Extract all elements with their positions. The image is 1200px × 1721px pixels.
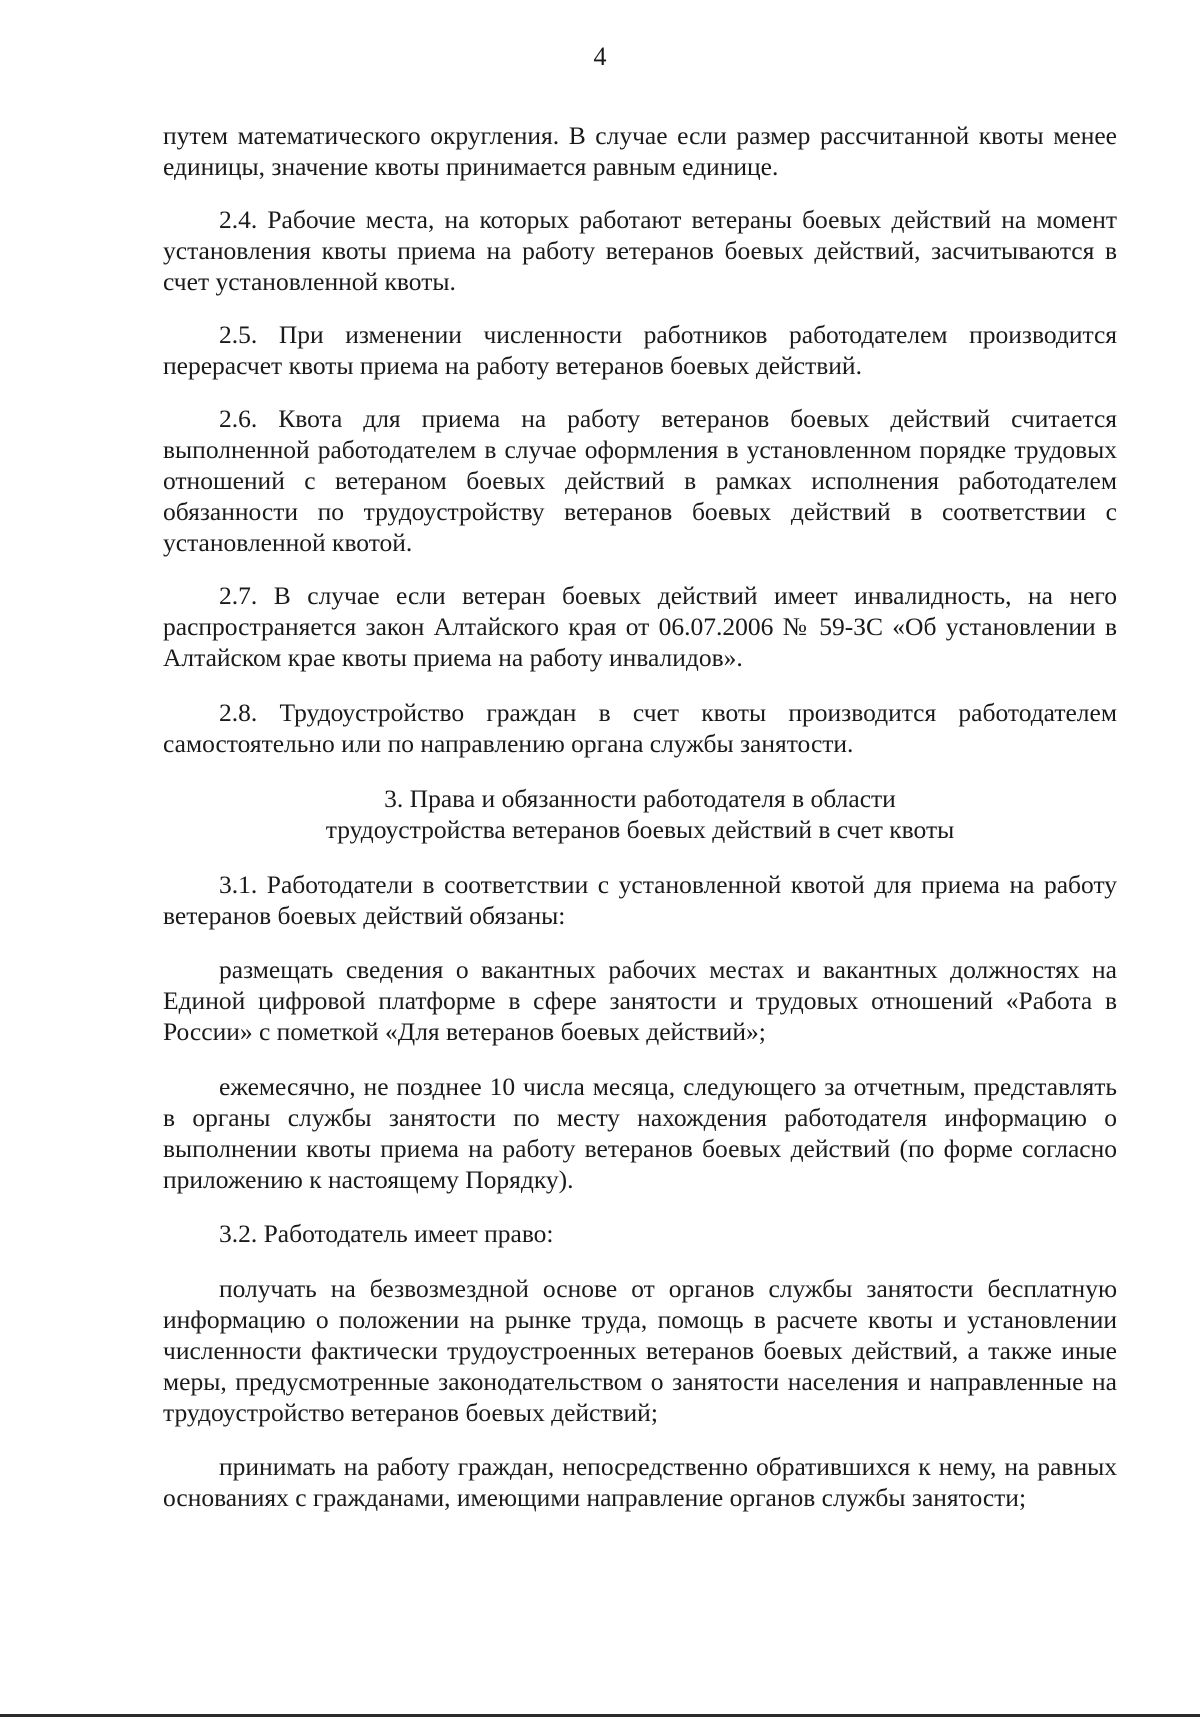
section-3-heading	[163, 783, 1117, 845]
paragraph-3-2: 3.2. Работодатель имеет право:	[219, 1219, 554, 1248]
body-text	[163, 319, 1117, 381]
body-text	[163, 697, 1117, 759]
body-text	[163, 869, 1117, 931]
paragraph-2-6: 2.6. Квота для приема на работу ветеранов боевых действий считается выполненной работодателем в случае оформления в установленном порядке трудовых отношений с ветераном боевых действий в рамках исполнения работодателем обязанности по трудоустройству ветеранов боевых действий в соответствии с установленной квотой.	[163, 404, 1117, 557]
paragraph-continuation: путем математического округления. В случае если размер рассчитанной квоты менее единицы, значение квоты принимается равным единице.	[163, 121, 1117, 181]
paragraph-3-1-a: размещать сведения о вакантных рабочих местах и вакантных должностях на Единой цифровой платформе в сфере занятости и трудовых отношений «Работа в России» с пометкой «Для ветеранов боевых действий»;	[163, 955, 1117, 1046]
body-text	[163, 1071, 1117, 1195]
paragraph-2-5: 2.5. При изменении численности работников работодателем производится перерасчет квоты приема на работу ветеранов боевых действий.	[163, 320, 1117, 380]
body-text	[163, 1273, 1117, 1428]
body-text	[163, 580, 1117, 673]
body-text	[163, 120, 1117, 182]
page-number: 4	[593, 42, 607, 71]
paragraph-3-2-b: принимать на работу граждан, непосредственно обратившихся к нему, на равных основаниях с гражданами, имеющими направление органов службы занятости;	[163, 1452, 1117, 1512]
body-text	[163, 204, 1117, 297]
paragraph-3-1-b: ежемесячно, не позднее 10 числа месяца, следующего за отчетным, представлять в органы службы занятости по месту нахождения работодателя информацию о выполнении квоты приема на работу ветеранов боевых действий (по форме согласно приложению к настоящему Порядку).	[163, 1072, 1117, 1194]
section-3-heading-line-1: 3. Права и обязанности работодателя в области	[384, 784, 896, 813]
paragraph-2-8: 2.8. Трудоустройство граждан в счет квоты производится работодателем самостоятельно или по направлению органа службы занятости.	[163, 698, 1117, 758]
body-text	[163, 954, 1117, 1047]
paragraph-2-4: 2.4. Рабочие места, на которых работают ветераны боевых действий на момент установления квоты приема на работу ветеранов боевых действий, засчитываются в счет установленной квоты.	[163, 205, 1117, 296]
body-text	[163, 1451, 1117, 1513]
paragraph-3-2-a: получать на безвозмездной основе от органов службы занятости бесплатную информацию о положении на рынке труда, помощь в расчете квоты и установлении численности фактически трудоустроенных ветеранов боевых действий, а также иные меры, предусмотренные законодательством о занятости населения и направленные на трудоустройство ветеранов боевых действий;	[163, 1274, 1117, 1427]
section-3-heading-line-2: трудоустройства ветеранов боевых действий в счет квоты	[325, 815, 955, 844]
body-text	[163, 1218, 1117, 1249]
section-3-heading-block	[163, 783, 1117, 845]
scan-bottom-edge	[0, 1714, 1200, 1717]
paragraph-2-7: 2.7. В случае если ветеран боевых действий имеет инвалидность, на него распространяется закон Алтайского края от 06.07.2006 № 59-ЗС «Об установлении в Алтайском крае квоты приема на работу инвалидов».	[163, 581, 1117, 672]
body-text	[163, 403, 1117, 558]
paragraph-3-1: 3.1. Работодатели в соответствии с установленной квотой для приема на работу ветеранов боевых действий обязаны:	[163, 870, 1117, 930]
